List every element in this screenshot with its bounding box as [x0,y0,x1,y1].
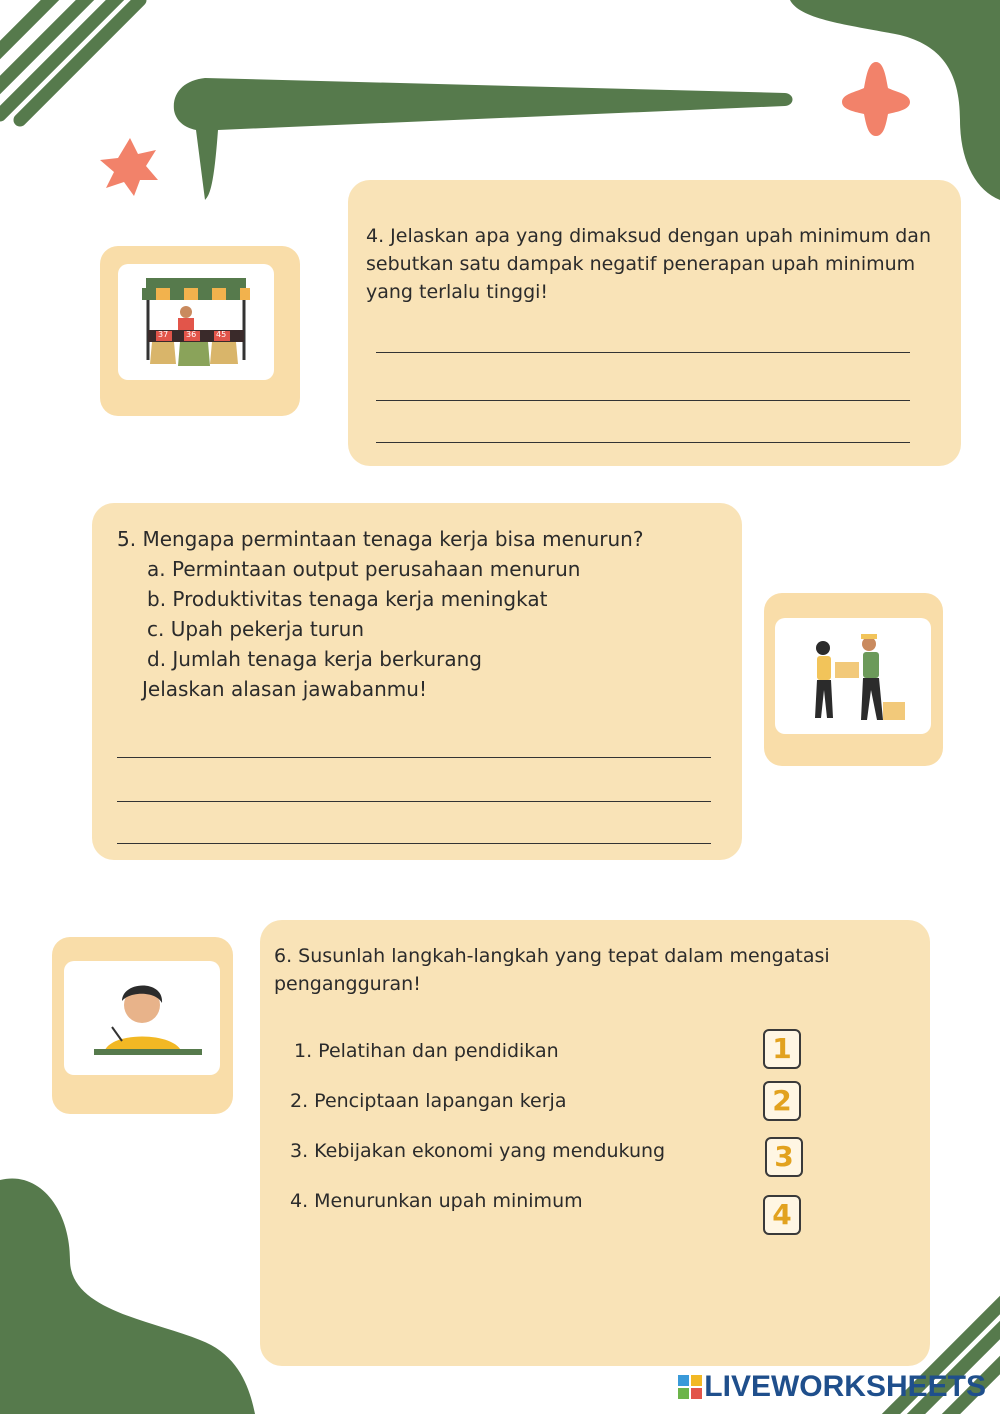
question-4-text: 4. Jelaskan apa yang dimaksud dengan upah minimum dan sebutkan satu dampak negatif penerapan upah minimum yang terlalu tinggi! [366,225,931,303]
option-a: a. Permintaan output perusahaan menurun [147,557,581,581]
student-writing-illustration [64,961,220,1075]
liveworksheets-logo-icon [678,1375,702,1399]
coral-splat [100,138,158,196]
answer-line-5-2[interactable] [117,801,711,802]
liveworksheets-logo [678,1370,986,1404]
market-photo-frame [100,246,300,416]
market-stall-illustration [118,264,274,380]
answer-box-1[interactable]: 1 [763,1029,801,1069]
question-5-card [92,503,742,860]
step-2: 2. Penciptaan lapangan kerja [290,1090,567,1112]
delivery-illustration [775,618,931,734]
question-5-prompt: 5. Mengapa permintaan tenaga kerja bisa menurun? [117,527,644,551]
student-photo [64,961,220,1075]
answer-line-5-1[interactable] [117,757,711,758]
answer-line-4-3[interactable] [376,442,910,443]
answer-box-2[interactable]: 2 [763,1081,801,1121]
question-6-card [260,920,930,1366]
price-tag-label-3: 45 [216,330,227,339]
step-4: 4. Menurunkan upah minimum [290,1190,583,1212]
answer-box-4[interactable]: 4 [763,1195,801,1235]
option-d: d. Jumlah tenaga kerja berkurang [147,647,482,671]
question-5-followup: Jelaskan alasan jawabanmu! [142,677,427,701]
delivery-photo [775,618,931,734]
coral-star [842,62,910,136]
price-tag-label-1: 37 [158,330,169,339]
question-6-prompt: 6. Susunlah langkah-langkah yang tepat dalam mengatasi pengangguran! [274,945,830,995]
price-tag-label-2: 36 [186,330,197,339]
step-3: 3. Kebijakan ekonomi yang mendukung [290,1140,666,1162]
answer-line-4-2[interactable] [376,400,910,401]
step-1: 1. Pelatihan dan pendidikan [294,1040,559,1062]
question-4-card [348,180,961,466]
top-left-stripes [0,0,140,120]
answer-line-5-3[interactable] [117,843,711,844]
liveworksheets-brand-text: LIVEWORKSHEETS [704,1370,986,1403]
bottom-left-blob [0,1178,255,1414]
answer-box-3[interactable]: 3 [765,1137,803,1177]
option-b: b. Produktivitas tenaga kerja meningkat [147,587,548,611]
option-c: c. Upah pekerja turun [147,617,364,641]
answer-line-4-1[interactable] [376,352,910,353]
market-photo [118,264,274,380]
delivery-photo-frame [764,593,943,766]
student-photo-frame [52,937,233,1114]
